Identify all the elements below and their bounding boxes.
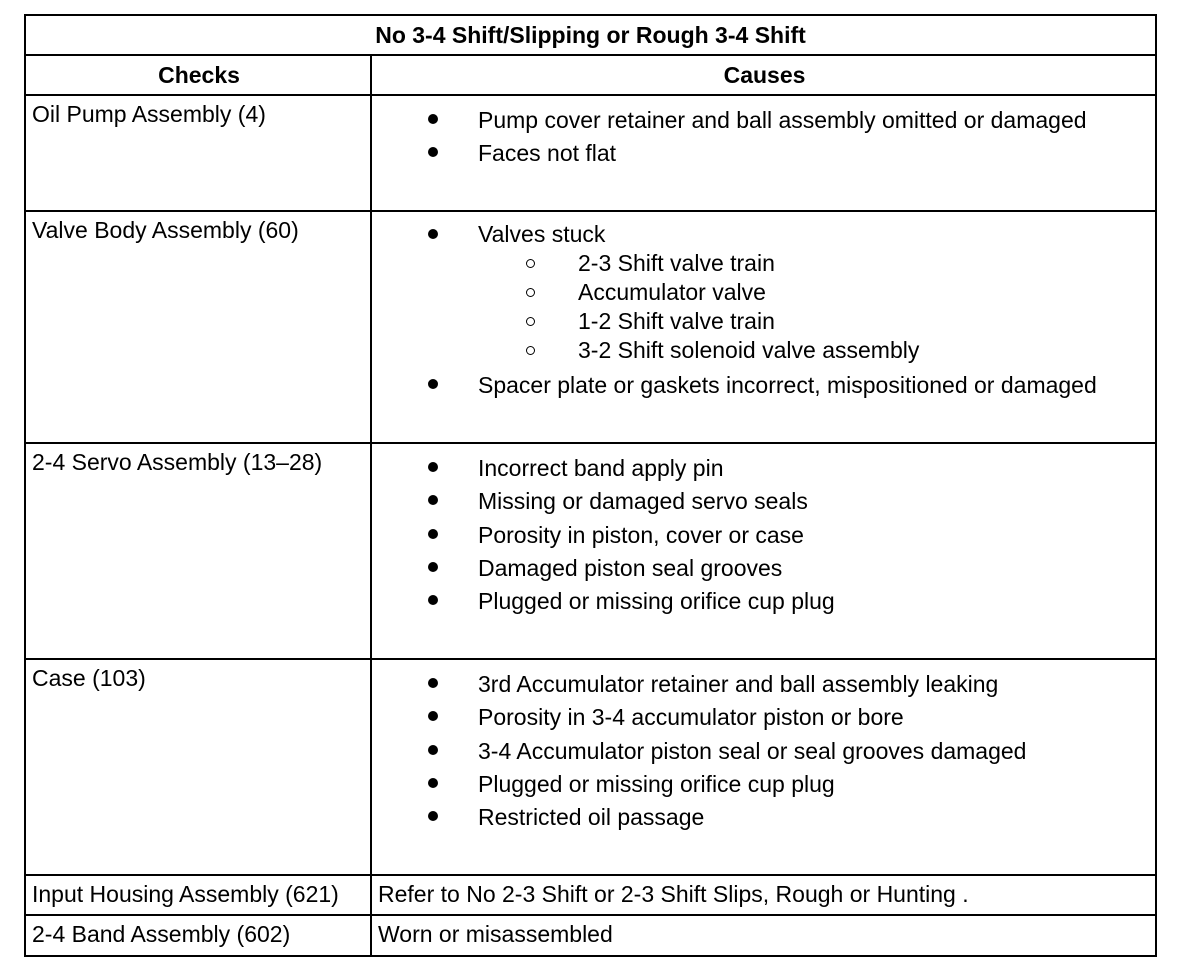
table-row xyxy=(26,444,1155,660)
cause-text: 3rd Accumulator retainer and ball assembly leaking xyxy=(478,671,999,697)
check-cell: 2-4 Band Assembly (602) xyxy=(32,921,291,947)
cause-item xyxy=(372,137,1155,170)
causes-header: Causes xyxy=(372,56,1157,96)
cause-item xyxy=(372,668,1155,701)
sub-cause-item xyxy=(372,278,1155,307)
table-row xyxy=(26,96,1155,212)
cause-text: Valves stuck xyxy=(478,221,606,247)
cause-text: 3-4 Accumulator piston seal or seal grooves damaged xyxy=(478,737,1027,764)
bullet-icon xyxy=(428,379,438,389)
sub-cause-item xyxy=(372,336,1155,365)
bullet-icon xyxy=(428,529,438,539)
bullet-icon xyxy=(428,595,438,605)
bullet-icon xyxy=(428,778,438,788)
sub-cause-text: 3-2 Shift solenoid valve assembly xyxy=(578,337,920,363)
sub-cause-text: Accumulator valve xyxy=(578,279,766,305)
cause-text: Restricted oil passage xyxy=(478,804,705,831)
table-row xyxy=(26,916,1155,957)
checks-header: Checks xyxy=(26,56,372,96)
cause-item xyxy=(372,452,1155,485)
bullet-icon xyxy=(428,147,438,157)
bullet-icon xyxy=(428,114,438,124)
cause-item xyxy=(372,801,1155,834)
cause-item xyxy=(372,220,1155,249)
check-cell: 2-4 Servo Assembly (13–28) xyxy=(32,449,323,475)
cause-text: Damaged piston seal grooves xyxy=(478,554,783,581)
check-cell: Case (103) xyxy=(32,665,146,691)
bullet-icon xyxy=(428,745,438,755)
cause-text: Pump cover retainer and ball assembly omitted or damaged xyxy=(478,107,1087,133)
cause-text: Missing or damaged servo seals xyxy=(478,488,808,515)
cause-text: Plugged or missing orifice cup plug xyxy=(478,588,835,615)
table-title: No 3-4 Shift/Slipping or Rough 3-4 Shift xyxy=(26,16,1155,56)
cause-item xyxy=(372,585,1155,618)
cause-list xyxy=(372,104,1155,171)
cause-item xyxy=(372,768,1155,801)
cause-cell: Refer to No 2-3 Shift or 2-3 Shift Slips, Rough or Hunting . xyxy=(378,881,969,907)
sub-cause-text: 2-3 Shift valve train xyxy=(578,250,775,276)
cause-text: Spacer plate or gaskets incorrect, mispositioned or damaged xyxy=(478,372,1097,398)
circle-bullet-icon xyxy=(526,346,535,355)
cause-item xyxy=(372,369,1155,402)
circle-bullet-icon xyxy=(526,288,535,297)
bullet-icon xyxy=(428,229,438,239)
check-cell: Oil Pump Assembly (4) xyxy=(32,101,266,127)
circle-bullet-icon xyxy=(526,317,535,326)
cause-list xyxy=(372,668,1155,834)
table-row xyxy=(26,876,1155,916)
table-row xyxy=(26,212,1155,444)
bullet-icon xyxy=(428,811,438,821)
cause-item xyxy=(372,701,1155,734)
bullet-icon xyxy=(428,678,438,688)
cause-item xyxy=(372,485,1155,518)
check-cell: Valve Body Assembly (60) xyxy=(32,217,299,243)
sub-cause-item xyxy=(372,249,1155,278)
cause-item xyxy=(372,104,1155,137)
table-row xyxy=(26,660,1155,876)
cause-text: Faces not flat xyxy=(478,140,617,167)
bullet-icon xyxy=(428,462,438,472)
cause-item xyxy=(372,552,1155,585)
cause-item xyxy=(372,519,1155,552)
cause-item xyxy=(372,735,1155,768)
cause-text: Incorrect band apply pin xyxy=(478,455,724,481)
circle-bullet-icon xyxy=(526,259,535,268)
sub-cause-item xyxy=(372,307,1155,336)
cause-list xyxy=(372,220,1155,402)
bullet-icon xyxy=(428,495,438,505)
bullet-icon xyxy=(428,562,438,572)
bullet-icon xyxy=(428,711,438,721)
cause-text: Plugged or missing orifice cup plug xyxy=(478,770,835,797)
cause-text: Porosity in 3-4 accumulator piston or bore xyxy=(478,704,904,731)
sub-cause-text: 1-2 Shift valve train xyxy=(578,308,775,334)
check-cell: Input Housing Assembly (621) xyxy=(32,881,339,907)
cause-cell: Worn or misassembled xyxy=(378,921,613,947)
diagnosis-table xyxy=(24,14,1157,957)
cause-text: Porosity in piston, cover or case xyxy=(478,521,804,548)
cause-list xyxy=(372,452,1155,618)
